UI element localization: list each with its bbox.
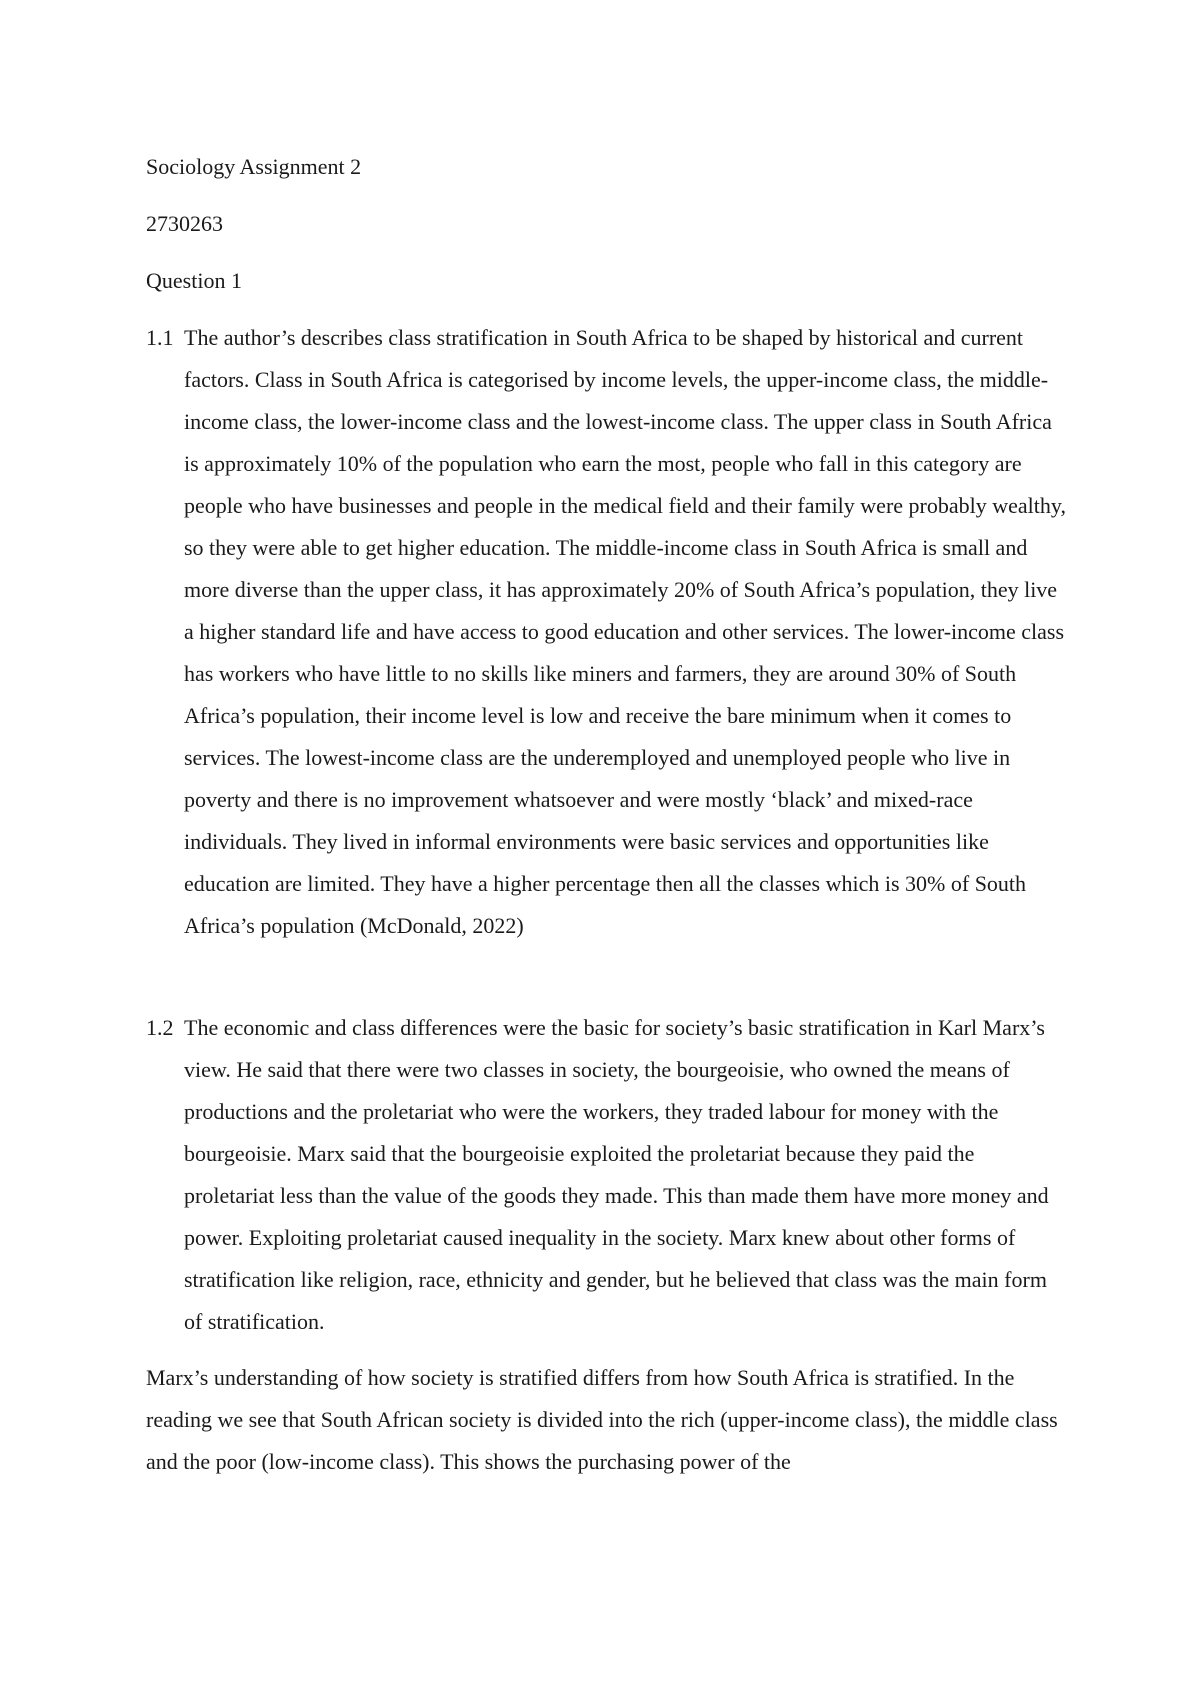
answer-text: The author’s describes class stratification in South Africa to be shaped by historical and current factors. Class in South Africa is categorised by income levels, the upper-income class, the middle-income class, the lower-income class and the lowest-income class. The upper class in South Africa is approximately 10% of the population who earn the most, people who fall in this category are people who have businesses and people in the medical field and their family were probably wealthy, so they were able to get higher education. The middle-income class in South Africa is small and more diverse than the upper class, it has approximately 20% of South Africa’s population, they live a higher standard life and have access to good education and other services. The lower-income class has workers who have little to no skills like miners and farmers, they are around 30% of South Africa’s population, their income level is low and receive the bare minimum when it comes to services. The lowest-income class are the underemployed and unemployed people who live in poverty and there is no improvement whatsoever and were mostly ‘black’ and mixed-race individuals. They lived in informal environments were basic services and opportunities like education are limited. They have a higher percentage then all the classes which is 30% of South Africa’s population (McDonald, 2022) — [184, 325, 1066, 938]
document-body — [146, 146, 1066, 1483]
answer-number: 1.1 — [146, 325, 174, 350]
document-title: Sociology Assignment 2 — [146, 154, 362, 179]
answer-number: 1.2 — [146, 1015, 174, 1040]
question-heading: Question 1 — [146, 268, 242, 293]
closing-paragraph: Marx’s understanding of how society is stratified differs from how South Africa is stratified. In the reading we see that South African society is divided into the rich (upper-income class), the middle class and the poor (low-income class). This shows the purchasing power of the — [146, 1365, 1058, 1474]
student-number: 2730263 — [146, 211, 223, 236]
answer-text: The economic and class differences were the basic for society’s basic stratification in Karl Marx’s view. He said that there were two classes in society, the bourgeoisie, who owned the means of productions and the proletariat who were the workers, they traded labour for money with the bourgeoisie. Marx said that the bourgeoisie exploited the proletariat because they paid the proletariat less than the value of the goods they made. This than made them have more money and power. Exploiting proletariat caused inequality in the society. Marx knew about other forms of stratification like religion, race, ethnicity and gender, but he believed that class was the main form of stratification. — [184, 1015, 1049, 1334]
answer-1-1 — [146, 317, 1066, 947]
answer-1-2 — [146, 1007, 1066, 1343]
